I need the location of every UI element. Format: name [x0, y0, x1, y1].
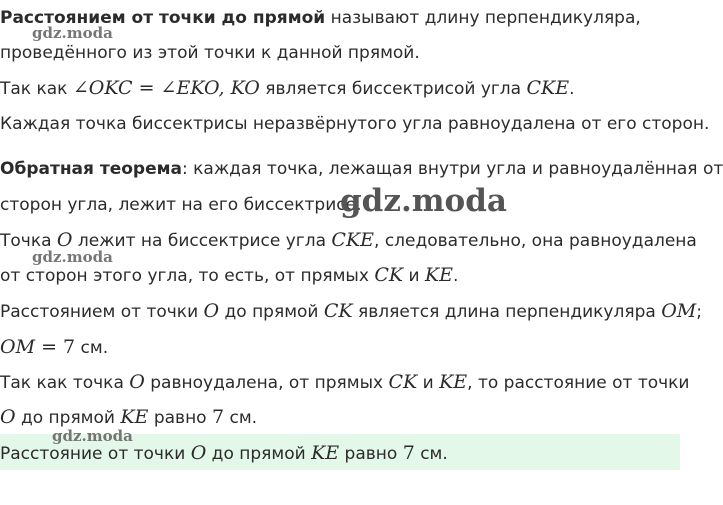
text: является биссектрисой угла	[259, 79, 527, 99]
text: .	[453, 266, 459, 286]
text: Каждая точка биссектрисы неразвёрнутого угла равноудалена от его сторон.	[0, 114, 710, 134]
text: : каждая точка, лежащая внутри угла и равноудалённая от	[182, 159, 723, 179]
text: сторон угла, лежит на его биссектрисе.	[0, 195, 362, 215]
watermark-small: gdz.moda	[52, 427, 133, 445]
text: Расстояние от точки	[0, 444, 191, 464]
text: ;	[696, 302, 702, 322]
text: равно	[148, 408, 212, 428]
text: , следовательно, она равноудалена	[374, 231, 697, 251]
math-value: = 7	[35, 336, 76, 358]
text: равно	[339, 444, 403, 464]
math-point: O	[190, 442, 207, 464]
math-point: O	[203, 300, 220, 322]
definition-text: называют длину перпендикуляра,	[325, 8, 641, 28]
math-point: O	[129, 371, 145, 393]
math-line: KE	[120, 406, 149, 428]
math-value: 7	[212, 406, 225, 428]
text: до прямой	[15, 408, 121, 428]
bisector-property	[0, 113, 709, 135]
point-o-line-2	[0, 264, 458, 287]
math-angles: ∠OKC = ∠EKO, KO	[72, 77, 260, 99]
math-segment: OM	[0, 336, 36, 358]
watermark-small: gdz.moda	[32, 248, 113, 266]
text: Так как	[0, 79, 73, 99]
text: Расстоянием от точки	[0, 302, 204, 322]
math-point: O	[56, 229, 73, 251]
converse-theorem-line-2	[0, 194, 361, 216]
answer-line	[0, 442, 448, 465]
text: до прямой	[206, 444, 312, 464]
math-line: KE	[311, 442, 340, 464]
definition-line-2	[0, 42, 420, 64]
text: , то расстояние от точки	[467, 373, 690, 393]
math-line: CK	[374, 264, 404, 286]
equidistance-line-2	[0, 406, 257, 429]
text: лежит на биссектрисе угла	[72, 231, 332, 251]
text: Так как точка	[0, 373, 130, 393]
text: и	[403, 266, 425, 286]
math-angle-name: CKE	[526, 77, 570, 99]
text: равноудалена, от прямых	[144, 373, 389, 393]
om-value	[0, 336, 108, 359]
definition-term: Расстоянием от точки до прямой	[0, 8, 326, 28]
unit: см.	[75, 338, 109, 358]
unit: см.	[224, 408, 258, 428]
unit: см.	[414, 444, 448, 464]
math-angle-name: CKE	[331, 229, 375, 251]
theorem-title: Обратная теорема	[0, 159, 182, 179]
math-value: 7	[402, 442, 415, 464]
equidistance-line-1	[0, 371, 690, 394]
math-point: O	[0, 406, 16, 428]
watermark-large: gdz.moda	[340, 183, 507, 219]
distance-definition	[0, 300, 702, 323]
math-line: CK	[323, 300, 353, 322]
math-line: KE	[439, 371, 468, 393]
math-segment: OM	[661, 300, 697, 322]
bisector-statement	[0, 77, 575, 100]
math-line: CK	[388, 371, 418, 393]
text: является длина перпендикуляра	[352, 302, 662, 322]
definition-text-cont: проведённого из этой точки к данной прямой.	[0, 43, 420, 63]
text: Точка	[0, 231, 57, 251]
watermark-small: gdz.moda	[32, 24, 113, 42]
text: и	[417, 373, 440, 393]
converse-theorem-line-1	[0, 158, 723, 180]
text: .	[569, 79, 575, 99]
text: до прямой	[219, 302, 324, 322]
text: от сторон этого угла, то есть, от прямых	[0, 266, 375, 286]
math-line: KE	[424, 264, 453, 286]
